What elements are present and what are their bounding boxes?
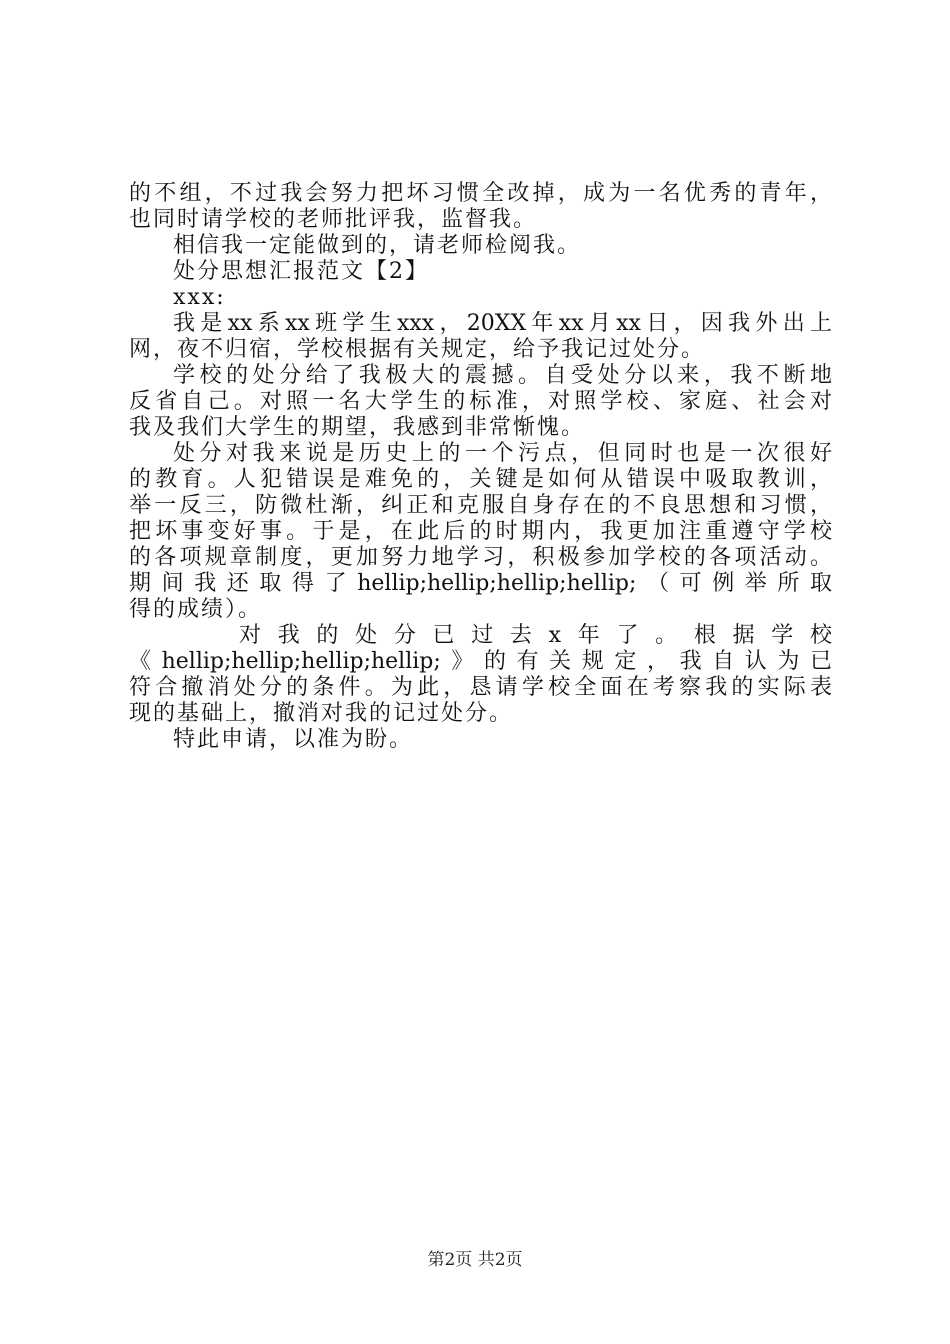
salutation: xxx: (173, 285, 226, 310)
section-heading: 处分思想汇报范文【2】 (173, 259, 429, 284)
body-line: 处分对我来说是历史上的一个污点，但同时也是一次很好 (173, 441, 832, 466)
closing-line: 特此申请，以准为盼。 (173, 727, 414, 752)
body-line: 符合撤消处分的条件。为此，恳请学校全面在考察我的实际表 (129, 675, 832, 700)
body-line: 现的基础上，撤消对我的记过处分。 (129, 701, 514, 726)
body-line: 我及我们大学生的期望，我感到非常惭愧。 (129, 415, 586, 440)
body-line: 举一反三，防微杜渐，纠正和克服自身存在的不良思想和习惯， (129, 493, 832, 518)
body-line: 把坏事变好事。于是，在此后的时期内，我更加注重遵守学校 (129, 519, 832, 544)
body-line: 的不组，不过我会努力把坏习惯全改掉，成为一名优秀的青年， (129, 181, 832, 206)
body-line: 期间我还取得了hellip;hellip;hellip;hellip;（可例举所取 (129, 571, 832, 596)
body-line: 相信我一定能做到的，请老师检阅我。 (173, 233, 582, 258)
body-line: 《hellip;hellip;hellip;hellip;》的有关规定，我自认为已 (129, 649, 832, 674)
body-line: 我是xx系xx班学生xxx，20XX年xx月xx日，因我外出上 (173, 311, 832, 336)
body-line: 的教育。人犯错误是难免的，关键是如何从错误中吸取教训， (129, 467, 832, 492)
body-line: 得的成绩）。 (129, 597, 263, 622)
body-line: 反省自己。对照一名大学生的标准，对照学校、家庭、社会对 (129, 389, 832, 414)
document-body (129, 181, 832, 753)
body-line: 的各项规章制度，更加努力地学习，积极参加学校的各项活动。 (129, 545, 832, 570)
body-line: 对我的处分已过去x年了。根据学校 (239, 623, 832, 648)
body-line: 网，夜不归宿，学校根据有关规定，给予我记过处分。 (129, 337, 706, 362)
page-number: 第2页 共2页 (427, 1250, 523, 1270)
body-line: 也同时请学校的老师批评我，监督我。 (129, 207, 538, 232)
body-line: 学校的处分给了我极大的震撼。自受处分以来，我不断地 (173, 363, 832, 388)
